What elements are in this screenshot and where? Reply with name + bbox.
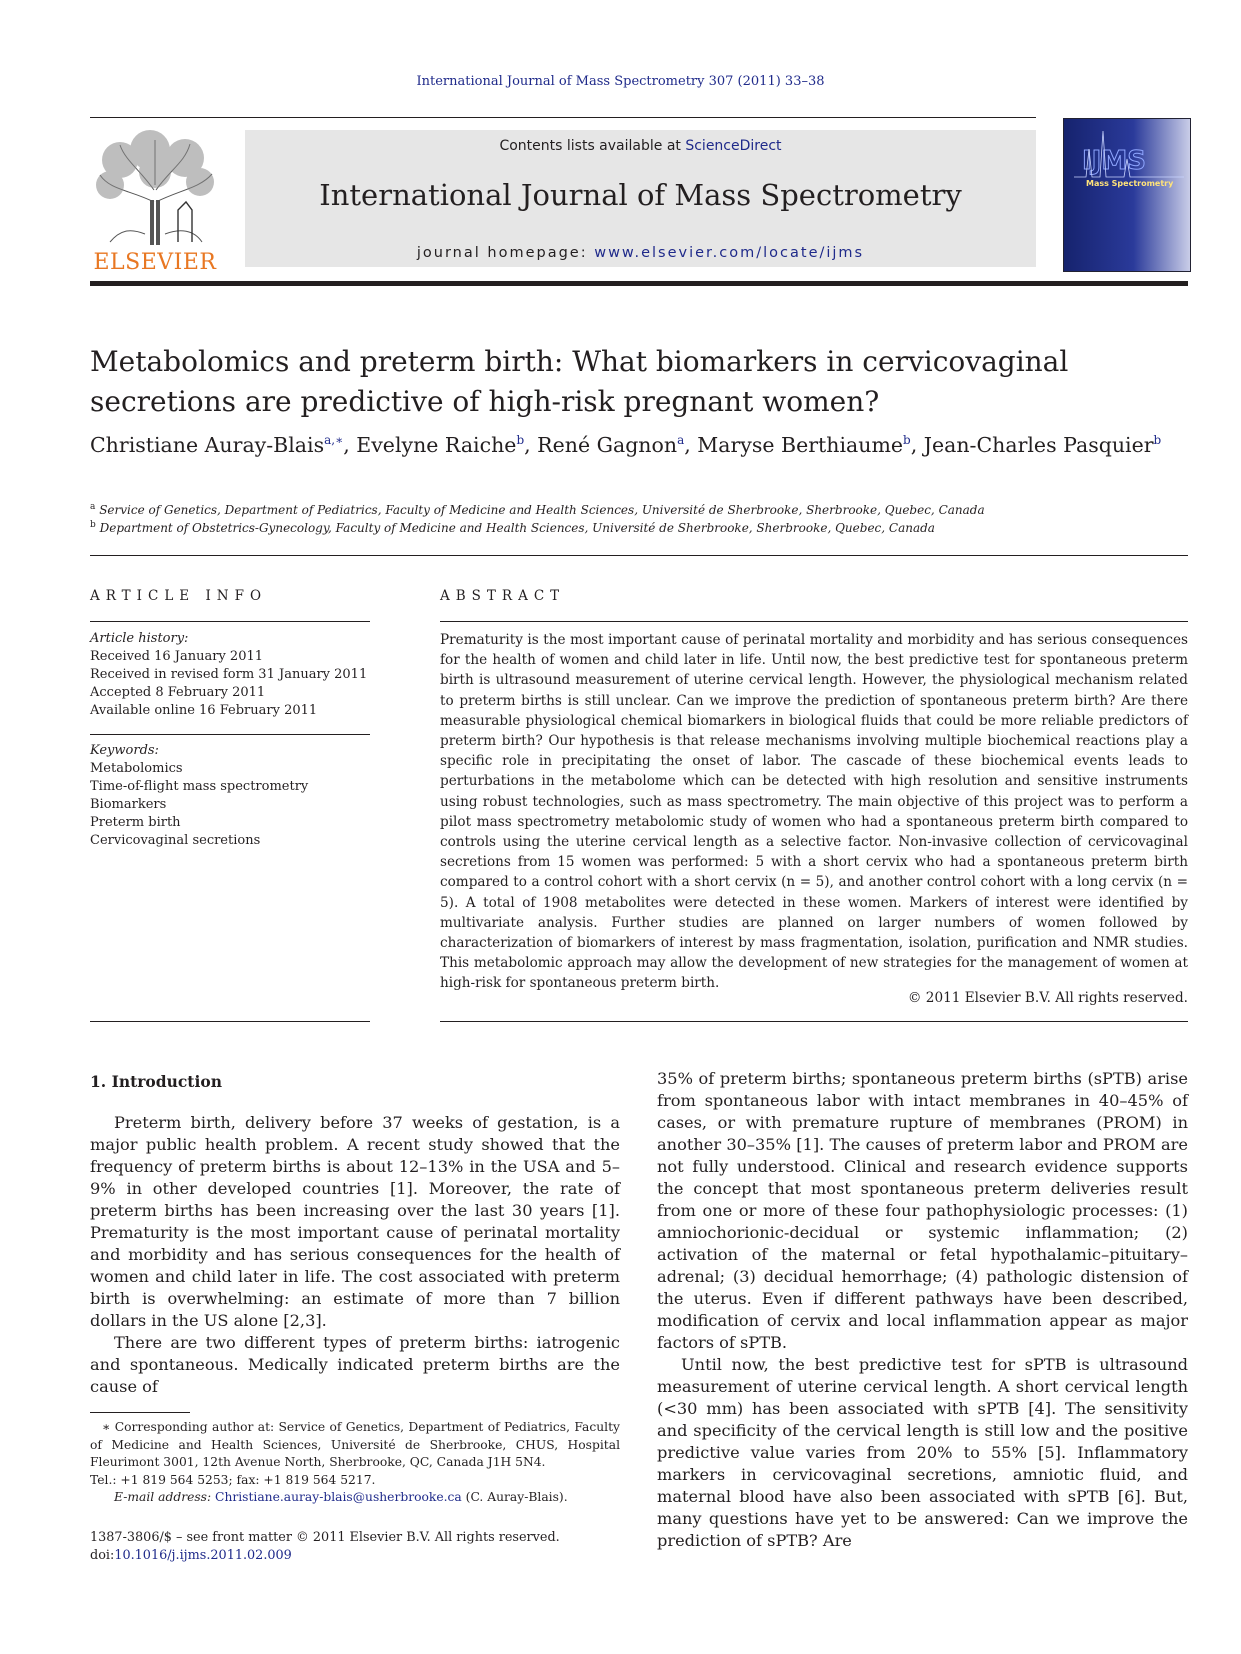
author-affiliation-marker[interactable]: a [677,433,685,448]
journal-title: International Journal of Mass Spectrometry [319,178,962,212]
abstract-rule [440,621,1188,622]
publisher-logo [90,130,220,275]
history-label: Article history: [90,631,189,646]
author-name[interactable]: Maryse Berthiaume [697,433,904,457]
affiliation [90,502,1190,517]
doi-link[interactable]: 10.1016/j.ijms.2011.02.009 [114,1547,292,1563]
header-thick-rule [90,281,1188,286]
abstract-text: Prematurity is the most important cause of perinatal mortality and morbidity and has serious consequences for the health of women and child later in life. Until now, the best predictive test for spontaneous preterm birth is ultrasound measurement of uterine cervical length. However, the physiological mechanism related to preterm births is still unclear. Can we improve the prediction of spontaneous preterm birth? Are there measurable physiological chemical biomarkers in biological fluids that could be more reliable predictors of preterm birth? Our hypothesis is that release mechanisms involving multiple biochemical reactions play a specific role in precipitating the onset of labor. The cascade of these biochemical events leads to perturbations in the metabolome which can be detected with high resolution and sensitive instruments using robust technologies, such as mass spectrometry. The main objective of this project was to perform a pilot mass spectrometry metabolomic study of women who had a spontaneous preterm birth compared to controls using the uterine cervical length as a selective factor. Non-invasive collection of cervicovaginal secretions from 15 women was performed: 5 with a short cervix who had a spontaneous preterm birth compared to a control cohort with a short cervix (n = 5), and another control cohort with a long cervix (n = 5). A total of 1908 metabolites were detected in these women. Markers of interest were identified by multivariate analysis. Further studies are planned on larger numbers of women followed by characterization of biomarkers of interest by mass fragmentation, isolation, purification and NMR studies. This metabolomic approach may allow the development of new strategies for the management of women at high-risk for spontaneous preterm birth. [440,632,1188,992]
email-suffix: (C. Auray-Blais). [461,1490,568,1504]
article-info-heading: ARTICLE INFO [90,588,268,604]
footnote [90,1419,620,1507]
author-affiliation-marker[interactable]: b [516,433,525,448]
keyword: Biomarkers [90,797,167,812]
cover-title: Mass Spectrometry [1086,179,1174,188]
author-affiliation-marker[interactable]: a,∗ [324,433,344,448]
doi-label: doi: [90,1547,115,1563]
keywords-rule [90,734,370,735]
publisher-wordmark: ELSEVIER [93,250,217,275]
keywords-label: Keywords: [90,743,159,758]
email-label: E-mail address: [114,1490,216,1504]
history-item: Received in revised form 31 January 2011 [90,667,368,682]
journal-banner [245,130,1036,267]
homepage-link[interactable]: www.elsevier.com/locate/ijms [594,245,865,261]
body-column-left [90,1112,620,1398]
body-paragraph: Until now, the best predictive test for sPTB is ultrasound measurement of uterine cervical length. A short cervical length (<30 mm) has been associated with sPTB [4]. The sensitivity and specificity of the cervical length is still low and the positive predictive value varies from 20% to 55% [5]. Inflammatory markers in cervicovaginal secretions, amniotic fluid, and maternal blood have also been associated with sPTB [6]. But, many questions have yet to be answered: Can we improve the prediction of sPTB? Are [657,1355,1188,1550]
affiliation-text: Service of Genetics, Department of Pediatrics, Faculty of Medicine and Health Sciences, Université de Sherbrooke, Sherbrooke, Quebec, Canada [99,503,985,517]
tree-icon [90,130,220,248]
history-item: Available online 16 February 2011 [90,703,318,718]
author-name[interactable]: Evelyne Raiche [356,433,517,457]
history-item: Received 16 January 2011 [90,649,264,664]
author-name[interactable]: Jean-Charles Pasquier [923,433,1154,457]
article-info-rule [90,621,370,622]
front-matter-info [90,1529,620,1564]
section-heading: 1. Introduction [90,1072,222,1091]
journal-citation[interactable]: International Journal of Mass Spectrometry 307 (2011) 33–38 [416,74,825,89]
author-name[interactable]: René Gagnon [537,433,678,457]
keyword: Preterm birth [90,815,181,830]
author-list: Christiane Auray-Blais$^{a,∗}$, Evelyne Raiche$^b$, René Gagnon$^a$, Maryse Berthiaume$^b$, Jean-Charles Pasquier$^b$ [90,433,1162,457]
email-link[interactable]: Christiane.auray-blais@usherbrooke.ca [215,1490,462,1504]
cover-brand: IJMS [1082,146,1146,176]
issn-line: 1387-3806/$ – see front matter © 2011 Elsevier B.V. All rights reserved. [90,1530,560,1545]
keyword: Metabolomics [90,761,183,776]
author-affiliation-marker[interactable]: b [903,433,911,448]
journal-cover-image [1063,118,1191,272]
contents-line [245,138,1036,154]
article-history [90,630,370,720]
article-info-bottom-rule [90,1021,370,1022]
body-paragraph: Preterm birth, delivery before 37 weeks of gestation, is a major public health problem. A recent study showed that the frequency of preterm births is about 12–13% in the USA and 5–9% in other developed countries [1]. Moreover, the rate of preterm births has been increasing over the last 30 years [1]. Prematurity is the most important cause of perinatal mortality and morbidity and has serious consequences for the health of women and child later in life. The cost associated with preterm birth is overwhelming: an estimate of more than 7 billion dollars in the US alone [2,3]. [90,1113,620,1330]
abstract-copyright: © 2011 Elsevier B.V. All rights reserved. [907,990,1188,1006]
sciencedirect-link[interactable]: ScienceDirect [685,138,782,154]
affiliation-text: Department of Obstetrics-Gynecology, Faculty of Medicine and Health Sciences, Université de Sherbrooke, Sherbrooke, Quebec, Canada [99,521,935,535]
article-title: Metabolomics and preterm birth: What biomarkers in cervicovaginal secretions are predictive of high-risk pregnant women? [90,345,1069,418]
keyword: Cervicovaginal secretions [90,833,261,848]
affiliation [90,520,1190,535]
corresponding-author-note: ∗ Corresponding author at: Service of Genetics, Department of Pediatrics, Faculty of Medicine and Health Sciences, Université de Sherbrooke, CHUS, Hospital Fleurimont 3001, 12th Avenue North, Sherbrooke, QC, Canada J1H 5N4. [90,1420,620,1469]
footnote-rule [90,1412,190,1413]
homepage-prefix: journal homepage: [416,245,595,261]
section-rule [90,555,1188,556]
contents-prefix: Contents lists available at [499,138,686,154]
keyword: Time-of-flight mass spectrometry [90,779,309,794]
body-column-right [657,1068,1188,1552]
keywords [90,742,370,850]
affiliation-marker: b [90,520,96,530]
homepage-line [245,245,1036,261]
body-paragraph: There are two different types of preterm births: iatrogenic and spontaneous. Medically indicated preterm births are the cause of [90,1333,620,1396]
spectrum-icon [1064,119,1190,271]
author-affiliation-marker[interactable]: b [1153,433,1162,448]
abstract-bottom-rule [440,1021,1188,1022]
history-item: Accepted 8 February 2011 [90,685,266,700]
phone-fax: Tel.: +1 819 564 5253; fax: +1 819 564 5217. [90,1472,376,1487]
abstract-heading: ABSTRACT [440,588,566,604]
affiliation-marker: a [90,502,96,512]
header-rule [90,117,1036,118]
body-paragraph: 35% of preterm births; spontaneous preterm births (sPTB) arise from spontaneous labor with intact membranes in 40–45% of cases, or with premature rupture of membranes (PROM) in another 30–35% [1]. The causes of preterm labor and PROM are not fully understood. Clinical and research evidence supports the concept that most spontaneous preterm deliveries result from one or more of these four pathophysiologic processes: (1) amniochorionic-decidual or systemic inflammation; (2) activation of the maternal or fetal hypothalamic–pituitary–adrenal; (3) decidual hemorrhage; (4) pathologic distension of the uterus. Even if different pathways have been described, modification of cervix and local inflammation appear as major factors of sPTB. [657,1069,1188,1352]
author-name[interactable]: Christiane Auray-Blais [90,433,325,457]
